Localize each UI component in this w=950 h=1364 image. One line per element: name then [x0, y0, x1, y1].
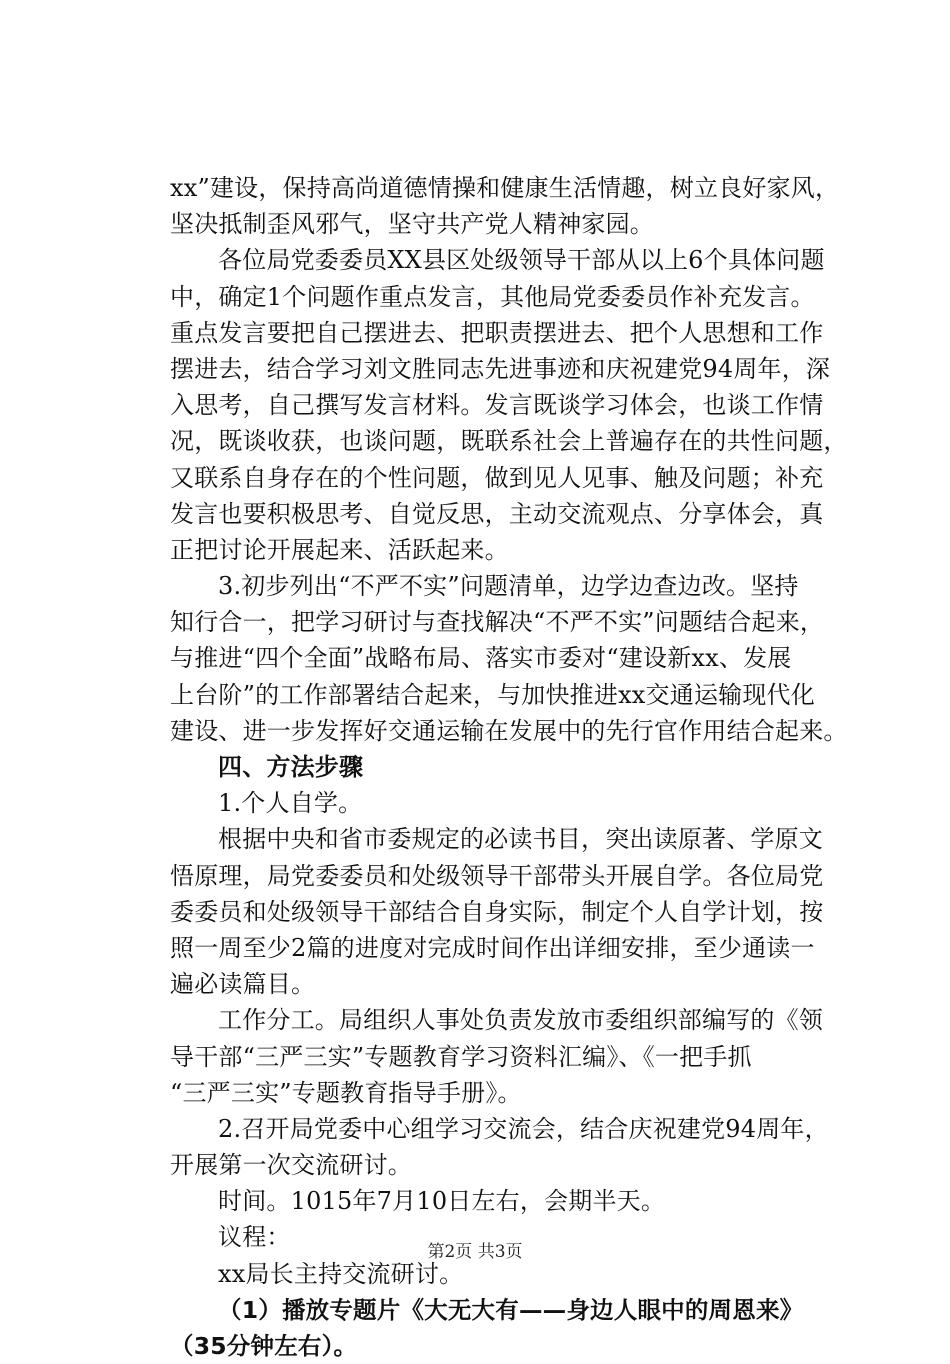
- paragraph-line: 3.初步列出“不严不实”问题清单，边学边查边改。坚持: [218, 572, 799, 601]
- page-footer: [0, 1240, 950, 1264]
- paragraph-line: 发言也要积极思考、自觉反思，主动交流观点、分享体会，真: [170, 499, 824, 528]
- paragraph-line: 况，既谈收获，也谈问题，既联系社会上普遍存在的共性问题，: [170, 427, 848, 456]
- subsection-heading: 1.个人自学。: [218, 789, 363, 818]
- paragraph-line: 各位局党委委员XX县区处级领导干部从以上6个具体问题: [218, 246, 825, 275]
- agenda-item: （1）播放专题片《大无大有——身边人眼中的周恩来》: [218, 1295, 804, 1324]
- paragraph-line: 导干部“三严三实”专题教育学习资料汇编》、《一把手抓: [170, 1042, 752, 1071]
- paragraph-line: 议程：: [218, 1223, 291, 1252]
- paragraph-line: “三严三实”专题教育指导手册》。: [170, 1078, 522, 1107]
- paragraph-line: 摆进去，结合学习刘文胜同志先进事迹和庆祝建党94周年，深: [170, 354, 831, 383]
- paragraph-line: 工作分工。局组织人事处负责发放市委组织部编写的《领: [218, 1006, 823, 1035]
- paragraph-line: 悟原理，局党委委员和处级领导干部带头开展自学。各位局党: [170, 861, 824, 890]
- paragraph-line: 又联系自身存在的个性问题，做到见人见事、触及问题；补充: [170, 463, 824, 492]
- paragraph-line: xx”建设，保持高尚道德情操和健康生活情趣，树立良好家风，: [170, 174, 840, 202]
- paragraph-line: 遍必读篇目。: [170, 970, 316, 999]
- page-number: 第2页 共3页: [427, 1242, 523, 1262]
- paragraph-line: 知行合一，把学习研讨与查找解决“不严不实”问题结合起来，: [170, 608, 825, 637]
- paragraph-line: 中，确定1个问题作重点发言，其他局党委委员作补充发言。: [170, 282, 815, 311]
- paragraph-line: 入思考，自己撰写发言材料。发言既谈学习体会，也谈工作情: [170, 391, 824, 420]
- paragraph-line: 照一周至少2篇的进度对完成时间作出详细安排，至少通读一: [170, 933, 815, 962]
- paragraph-line: 上台阶”的工作部署结合起来，与加快推进xx交通运输现代化: [170, 680, 815, 709]
- paragraph-line: 委委员和处级领导干部结合自身实际，制定个人自学计划，按: [170, 897, 824, 926]
- paragraph-line: 重点发言要把自己摆进去、把职责摆进去、把个人思想和工作: [170, 318, 824, 347]
- document-body: [170, 170, 848, 1364]
- paragraph-line: xx局长主持交流研讨。: [218, 1259, 464, 1288]
- paragraph-line: 正把讨论开展起来、活跃起来。: [170, 535, 509, 564]
- paragraph-line: 坚决抵制歪风邪气，坚守共产党人精神家园。: [170, 210, 654, 239]
- paragraph-line: 2.召开局党委中心组学习交流会，结合庆祝建党94周年，: [218, 1114, 829, 1143]
- paragraph-line: 与推进“四个全面”战略布局、落实市委对“建设新xx、发展: [170, 644, 792, 673]
- paragraph-line: 时间。1015年7月10日左右，会期半天。: [218, 1187, 666, 1216]
- paragraph-line: 开展第一次交流研讨。: [170, 1151, 412, 1180]
- agenda-item: （35分钟左右）。: [170, 1332, 358, 1360]
- paragraph-line: 根据中央和省市委规定的必读书目，突出读原著、学原文: [218, 825, 823, 854]
- section-heading: 四、方法步骤: [218, 752, 364, 781]
- paragraph-line: 建设、进一步发挥好交通运输在发展中的先行官作用结合起来。: [170, 716, 848, 745]
